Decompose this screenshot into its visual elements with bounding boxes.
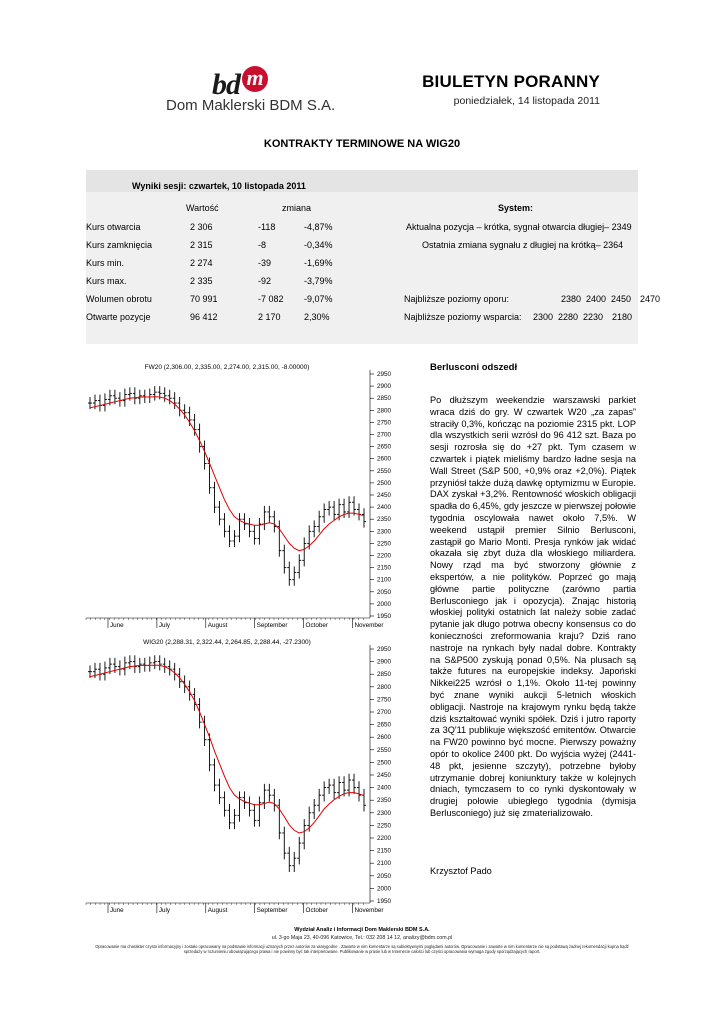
resistance-1: 2380 [561,294,582,304]
y-tick-label: 1950 [377,898,392,905]
y-tick-label: 2100 [377,860,392,868]
wig20-chart-svg [84,635,396,917]
footer-department: Wydział Analiz i Informacji Dom Maklerski BDM S.A. [294,927,430,933]
y-tick-label: 1950 [377,613,392,620]
y-tick-label: 2300 [377,528,392,536]
row-change: -8 [258,240,267,250]
row-label: Kurs max. [86,276,127,286]
system-line-1: Aktualna pozycja – krótka, sygnał otwarcia długiej– 2349 [406,222,632,232]
row-change-pct: -0,34% [304,240,333,250]
support-3: 2230 [583,312,604,322]
row-change: -118 [258,222,276,232]
bulletin-title: BIULETYN PORANNY [422,72,600,91]
moving-average-line [90,665,364,833]
x-tick-label: September [256,907,288,914]
y-tick-label: 2100 [377,576,392,584]
y-tick-label: 2700 [377,709,392,716]
y-tick-label: 2750 [377,696,392,704]
fw20-chart-svg [84,360,396,632]
company-name: Dom Maklerski BDM S.A. [166,97,336,114]
row-label: Wolumen obrotu [86,294,152,304]
y-tick-label: 2000 [377,885,392,893]
y-tick-label: 2950 [377,646,392,653]
resistance-4: 2470 [640,294,661,304]
support-label: Najbliższe poziomy wsparcia: [404,312,522,322]
row-value: 70 991 [190,294,218,304]
y-tick-label: 2550 [377,467,392,475]
row-label: Kurs otwarcia [86,222,141,232]
logo-m-circle: m [242,66,268,92]
row-change-pct: -1,69% [304,258,333,268]
footer-disclaimer: Opracowanie ma charakter czysto informacyjny i zostało opracowany na podstawie informacji uznanych przez autorów za wiarygodne . Zawarte w nim komentarze są subiektywnymi poglądami autorów. Opracowanie i zawarte w nim komentarze nie są podstawą żadnej rekomendacji kupna bądź sprzedaży w rozumieniu obowiązującego prawa i nie powinny być tak interpretowane. Publikowanie w prasie lub w Internecie całości lub części opracowania wymaga zgody sporządzających raport. [95,944,629,955]
y-tick-label: 2550 [377,746,392,754]
article-title: Berlusconi odszedł [430,362,518,373]
x-tick-label: October [305,907,328,914]
row-change-pct: -9,07% [304,294,333,304]
y-tick-label: 2400 [377,784,392,792]
fw20-chart [84,360,396,632]
y-tick-label: 2750 [377,419,392,427]
session-title: Wyniki sesji: czwartek, 10 listopada 2011 [132,181,306,191]
col-change: zmiana [282,203,312,213]
y-tick-label: 2800 [377,407,392,415]
col-system: System: [498,203,534,213]
y-tick-label: 2250 [377,822,392,830]
y-tick-label: 2700 [377,431,392,439]
row-label: Otwarte pozycje [86,312,151,322]
y-tick-label: 2500 [377,479,392,487]
support-2: 2280 [558,312,579,322]
row-value: 2 315 [190,240,213,250]
row-value: 2 274 [190,258,213,268]
y-tick-label: 2950 [377,371,392,378]
y-tick-label: 2350 [377,797,392,805]
col-value: Wartość [186,203,219,213]
row-value: 2 306 [190,222,213,232]
moving-average-line [90,397,364,551]
y-tick-label: 2650 [377,721,392,729]
row-label: Kurs zamknięcia [86,240,153,250]
row-change: -39 [258,258,272,268]
support-4: 2180 [612,312,633,322]
article-author: Krzysztof Pado [430,866,492,876]
row-change: 2 170 [258,312,281,322]
section-title: KONTRAKTY TERMINOWE NA WIG20 [263,138,461,150]
x-tick-label: September [256,622,288,629]
y-tick-label: 2350 [377,516,392,524]
x-tick-label: July [158,622,171,629]
y-tick-label: 2150 [377,564,392,572]
x-tick-label: June [110,907,124,914]
system-line-2: Ostatnia zmiana sygnału z długiej na krótką– 2364 [422,240,624,250]
row-value: 2 335 [190,276,213,286]
y-tick-label: 2050 [377,872,392,880]
y-tick-label: 2000 [377,600,392,608]
resistance-2: 2400 [586,294,607,304]
y-tick-label: 2600 [377,734,392,742]
x-tick-label: October [305,622,328,629]
y-tick-label: 2650 [377,443,392,451]
y-tick-label: 2200 [377,835,392,842]
x-tick-label: November [354,907,384,914]
y-tick-label: 2400 [377,504,392,512]
row-value: 96 412 [190,312,218,322]
y-tick-label: 2250 [377,540,392,548]
row-change-pct: -4,87% [304,222,333,232]
x-tick-label: July [158,907,171,914]
resistance-label: Najbliższe poziomy oporu: [404,294,510,304]
y-tick-label: 2850 [377,671,392,679]
footer-address: ul. 3-go Maja 23, 40-096 Katowice, Tel.: 032 208 14 12, analizy@bdm.com.pl [271,935,453,941]
logo-bd: bd [212,68,240,101]
chart-title: WIG20 (2,288.31, 2,322.44, 2,264.85, 2,288.44, -27.2300) [143,639,311,646]
wig20-chart [84,635,396,917]
y-tick-label: 2450 [377,772,392,779]
y-tick-label: 2450 [377,492,392,499]
x-tick-label: June [110,622,124,629]
y-tick-label: 2900 [377,383,392,391]
x-tick-label: August [207,622,228,629]
y-tick-label: 2800 [377,683,392,691]
y-tick-label: 2600 [377,455,392,463]
support-1: 2300 [533,312,554,322]
article-body: Po dłuższym weekendzie warszawski parkiet wraca dziś do gry. W czwartek W20 „za zapas” straciły 0,3%, kończąc na poziomie 2315 pkt. LOP dla wszystkich serii wzrósł do 96 412 szt. Baza po sesji rozrosła się do +27 pkt. Tym czasem w czwartek i piątek mieliśmy bardzo ładne sesja na Wall Street (S&P 500, +0,9% oraz +2,0%). Piątek przyniósł także dużą dawkę optymizmu w Europie. DAX zyskał +3,2%. Rentowność włoskich obligacji spadła do 6,45%, gdy jeszcze w pierwszej połowie tygodnia oscylowała nawet około 7,5%. W weekend ustąpił premier Silnio Berlusconi, zastąpił go Mario Monti. Presja rynków jak widać okazała się zbyt duża dla włoskiego miliardera. Nowy rząd ma być stworzony głównie z ekspertów, a nie polityków. Poprzeć go mają główne partie polityczne (zarówno partia Berlusconiego jak i opozycja). Znając historią włoskiej polityki ostatnich lat należy sobie zadać pytanie jak długo potrwa obecny konsensus co do konieczności zreformowania kraju? Dziś rano nastroje na rynkach były nadal dobre. Kontrakty na S&P500 zyskują ponad 0,5%. Na plusach są także futures na europejskie indeksy. Japoński Nikkei225 wzrósł o 1,1%. Około 11-tej powinny być znane wyniki aukcji 5-letnich włoskich obligacji. Nastroje na krajowym rynku będą także dziś kształtować wyniki spółek. Dziś i jutro raporty za 3Q'11 publikuje większość emitentów. Otwarcie na FW20 powinno być mocne. Pierwszy poważny opór to okolice 2400 pkt. Do wyjścia wyżej (2441-48 pkt, jesienne szczyty), potrzebne byłoby utrzymanie dobrej koniunktury także w kolejnych dniach, tymczasem to co rynki dyskontowały w drugiej połowie ubiegłego tygodnia (dymisja Berlusconiego) już się zmaterializowało. [430,395,636,818]
row-change-pct: -3,79% [304,276,333,286]
y-tick-label: 2200 [377,552,392,560]
x-tick-label: November [354,622,384,629]
row-change: -7 082 [258,294,284,304]
y-tick-label: 2500 [377,759,392,767]
row-change-pct: 2,30% [304,312,330,322]
row-label: Kurs min. [86,258,125,268]
resistance-3: 2450 [611,294,632,304]
y-tick-label: 2150 [377,847,392,855]
bulletin-date: poniedziałek, 14 listopada 2011 [453,95,600,107]
y-tick-label: 2300 [377,809,392,817]
y-tick-label: 2850 [377,395,392,403]
y-tick-label: 2050 [377,588,392,596]
x-tick-label: August [207,907,228,914]
chart-title: FW20 (2,306.00, 2,335.00, 2,274.00, 2,315.00, -8.00000) [144,364,310,371]
y-tick-label: 2900 [377,658,392,666]
session-results-table [86,170,661,344]
row-change: -92 [258,276,272,286]
